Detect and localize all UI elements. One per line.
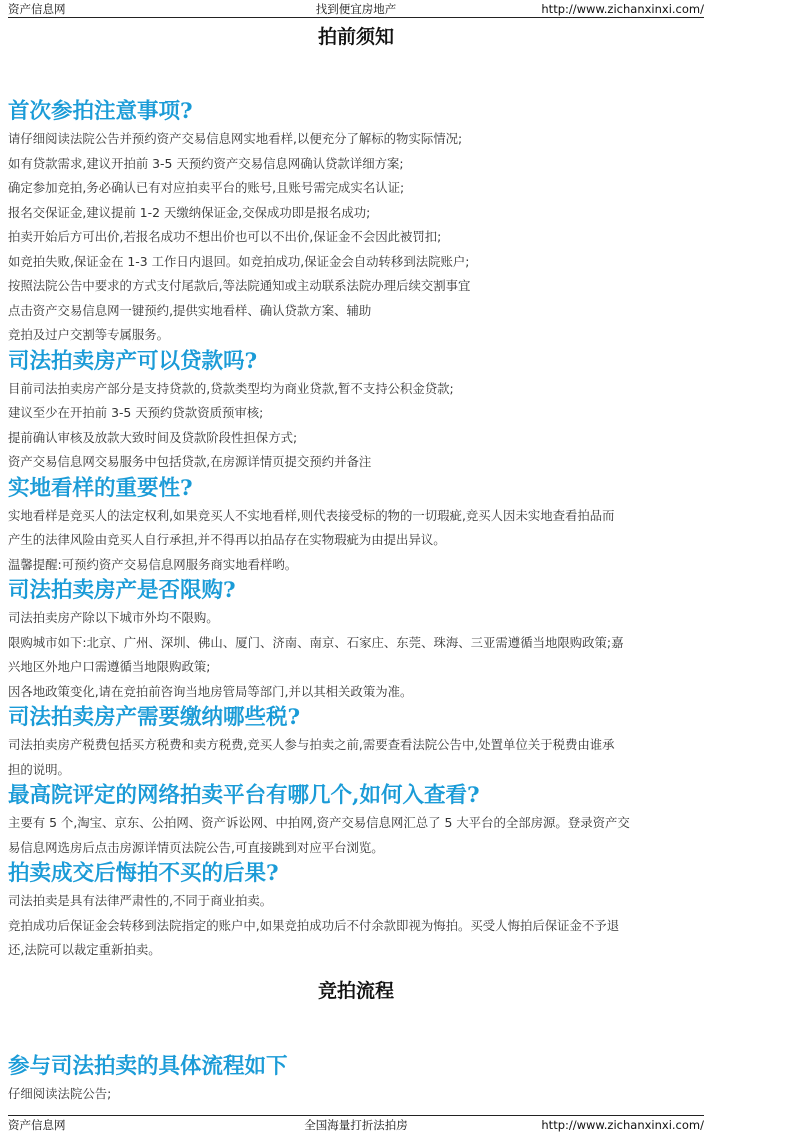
header-url[interactable]: http://www.zichanxinxi.com/ [541,2,704,16]
paragraph-line: 目前司法拍卖房产部分是支持贷款的,贷款类型均为商业贷款,暂不支持公积金贷款; [8,380,454,396]
paragraph-line: 仔细阅读法院公告; [8,1086,112,1101]
paragraph-line: 拍卖开始后方可出价,若报名成功不想出价也可以不出价,保证金不会因此被罚扣; [8,229,442,244]
footer-center: 全国海量打折法拍房 [304,1118,408,1132]
paragraph-line: 按照法院公告中要求的方式支付尾款后,等法院通知或主动联系法院办理后续交割事宜 [8,278,471,293]
paragraph-line: 兴地区外地户口需遵循当地限购政策; [8,659,211,674]
paragraph-line: 主要有 5 个,淘宝、京东、公拍网、资产诉讼网、中拍网,资产交易信息网汇总了 5 大平台的全部房源。登录资产交 [8,815,630,830]
section-heading: 司法拍卖房产是否限购? [8,578,236,603]
paragraph-line: 竞拍及过户交割等专属服务。 [8,327,170,342]
section-heading: 拍卖成交后悔拍不买的后果? [8,861,279,886]
paragraph-line: 产生的法律风险由竞买人自行承担,并不得再以拍品存在实物瑕疵为由提出异议。 [8,532,446,547]
paragraph-line: 建议至少在开拍前 3-5 天预约贷款资质预审核; [8,405,264,420]
footer-url[interactable]: http://www.zichanxinxi.com/ [541,1118,704,1132]
page-header [8,0,704,18]
section-platforms [8,782,708,860]
section-heading: 最高院评定的网络拍卖平台有哪几个,如何入查看? [8,783,480,808]
section-heading: 实地看样的重要性? [8,475,193,501]
section-heading: 司法拍卖房产可以贷款吗? [8,348,258,374]
paragraph-line: 司法拍卖房产税费包括买方税费和卖方税费,竞买人参与拍卖之前,需要查看法院公告中,处置单位关于税费由谁承 [8,737,615,752]
paragraph-line: 易信息网选房后点击房源详情页法院公告,可直接跳到对应平台浏览。 [8,839,384,855]
paragraph-line: 限购城市如下:北京、广州、深圳、佛山、厦门、济南、南京、石家庄、东莞、珠海、三亚需遵循当地限购政策;嘉 [8,634,624,650]
paragraph-line: 司法拍卖是具有法律严肃性的,不同于商业拍卖。 [8,893,273,908]
paragraph-line: 实地看样是竞买人的法定权利,如果竞买人不实地看样,则代表接受标的物的一切瑕疵,竞买人因未实地查看拍品而 [8,507,615,523]
paragraph-line: 担的说明。 [8,761,70,777]
section-regret [8,860,708,963]
footer-site-name: 资产信息网 [8,1118,66,1132]
paragraph-line: 温馨提醒:可预约资产交易信息网服务商实地看样哟。 [8,556,298,572]
paragraph-line: 确定参加竞拍,务必确认已有对应拍卖平台的账号,且账号需完成实名认证; [8,180,405,195]
process-body [8,1053,708,1107]
process-title: 竞拍流程 [317,980,394,1002]
section-heading: 参与司法拍卖的具体流程如下 [8,1054,288,1079]
paragraph-line: 报名交保证金,建议提前 1-2 天缴纳保证金,交保成功即是报名成功; [8,204,371,220]
paragraph-line: 点击资产交易信息网一键预约,提供实地看样、确认贷款方案、辅助 [8,302,372,318]
section-loan [8,348,708,475]
header-center: 找到便宜房地产 [315,2,397,16]
paragraph-line: 资产交易信息网交易服务中包括贷款,在房源详情页提交预约并备注 [8,454,372,469]
section-heading: 司法拍卖房产需要缴纳哪些税? [8,705,301,730]
section-process [8,1053,708,1107]
section-site-visit [8,475,708,578]
paragraph-line: 如有贷款需求,建议开拍前 3-5 天预约资产交易信息网确认贷款详细方案; [8,155,404,171]
paragraph-line: 如竞拍失败,保证金在 1-3 工作日内退回。如竞拍成功,保证金会自动转移到法院账户; [8,253,470,269]
header-site-name: 资产信息网 [8,2,66,16]
paragraph-line: 竞拍成功后保证金会转移到法院指定的账户中,如果竞拍成功后不付余款即视为悔拍。买受人悔拍后保证金不予退 [8,917,620,933]
section-taxes [8,704,708,782]
paragraph-line: 还,法院可以裁定重新拍卖。 [8,942,161,957]
page-footer [8,1115,704,1132]
paragraph-line: 提前确认审核及放款大致时间及贷款阶段性担保方式; [8,429,298,445]
paragraph-line: 请仔细阅读法院公告并预约资产交易信息网实地看样,以便充分了解标的物实际情况; [8,131,463,146]
section-heading: 首次参拍注意事项? [8,99,193,124]
paragraph-line: 司法拍卖房产除以下城市外均不限购。 [8,610,219,625]
section-purchase-limit [8,577,708,704]
document-body [8,98,708,963]
page-title: 拍前须知 [317,26,394,48]
section-first-time [8,98,708,348]
paragraph-line: 因各地政策变化,请在竞拍前咨询当地房管局等部门,并以其相关政策为准。 [8,683,413,699]
